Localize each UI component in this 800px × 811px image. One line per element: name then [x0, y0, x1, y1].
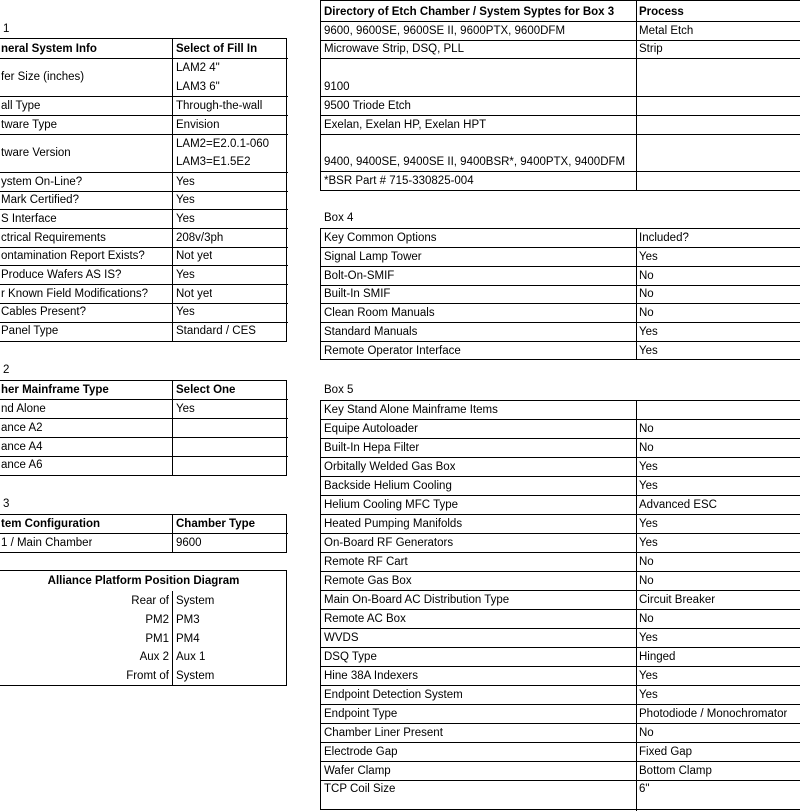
- row-value: Yes: [176, 176, 195, 188]
- diagram-right-cell: PM4: [176, 633, 200, 645]
- box2-header-value: Select One: [176, 384, 236, 396]
- row-label: all Type: [1, 100, 41, 112]
- row-label: r Known Field Modifications?: [1, 288, 149, 300]
- box4-label: Box 4: [324, 212, 354, 224]
- box1-header-item: neral System Info: [1, 43, 97, 55]
- item-name: Hine 38A Indexers: [324, 670, 418, 682]
- directory-header-name: Directory of Etch Chamber / System Syptes for Box 3: [324, 6, 615, 18]
- diagram-left-cell: Fromt of: [126, 670, 169, 682]
- option-value: Included?: [639, 232, 689, 244]
- diagram-right-cell: PM3: [176, 614, 200, 626]
- item-value: Fixed Gap: [639, 746, 693, 758]
- item-name: Main On-Board AC Distribution Type: [324, 594, 510, 606]
- directory-row-process: Metal Etch: [639, 25, 694, 37]
- row-label: Panel Type: [1, 325, 59, 337]
- item-value: Yes: [639, 670, 658, 682]
- mainframe-type-table: [0, 380, 287, 476]
- item-value: No: [639, 442, 654, 454]
- row-label: S Interface: [1, 213, 57, 225]
- row-value: Envision: [176, 119, 220, 131]
- diagram-right-cell: System: [176, 670, 215, 682]
- row-label: ance A4: [1, 441, 43, 453]
- item-value: No: [639, 575, 654, 587]
- option-value: Yes: [639, 326, 658, 338]
- row-value: 9600: [176, 537, 202, 549]
- directory-row-name: 9600, 9600SE, 9600SE II, 9600PTX, 9600DFM: [324, 25, 566, 37]
- option-value: Yes: [639, 345, 658, 357]
- item-name: Chamber Liner Present: [324, 727, 443, 739]
- row-label: nd Alone: [1, 403, 46, 415]
- system-configuration-table: [0, 514, 287, 553]
- option-value: No: [639, 288, 654, 300]
- row-label: fer Size (inches): [1, 71, 85, 83]
- option-name: Bolt-On-SMIF: [324, 270, 395, 282]
- item-name: Remote Gas Box: [324, 575, 412, 587]
- option-value: Yes: [639, 251, 658, 263]
- row-value: Yes: [176, 269, 195, 281]
- item-name: Wafer Clamp: [324, 765, 391, 777]
- directory-row-name: Microwave Strip, DSQ, PLL: [324, 43, 464, 55]
- item-value: Hinged: [639, 651, 676, 663]
- item-value: Yes: [639, 461, 658, 473]
- item-name: Remote RF Cart: [324, 556, 408, 568]
- item-name: Built-In Hepa Filter: [324, 442, 420, 454]
- row-label: 1 / Main Chamber: [1, 537, 93, 549]
- item-name: Backside Helium Cooling: [324, 480, 452, 492]
- item-value: No: [639, 556, 654, 568]
- item-name: WVDS: [324, 632, 359, 644]
- item-name: TCP Coil Size: [324, 783, 396, 795]
- option-name: Clean Room Manuals: [324, 307, 435, 319]
- option-name: Remote Operator Interface: [324, 345, 461, 357]
- item-name: Electrode Gap: [324, 746, 398, 758]
- key-common-options-table: [320, 228, 800, 360]
- directory-row-name: 9500 Triode Etch: [324, 100, 411, 112]
- stand-alone-mainframe-items-table: [320, 400, 800, 810]
- item-name: DSQ Type: [324, 651, 377, 663]
- item-value: No: [639, 423, 654, 435]
- diagram-title: Alliance Platform Position Diagram: [47, 575, 240, 587]
- option-value: No: [639, 307, 654, 319]
- item-value: Advanced ESC: [639, 499, 717, 511]
- item-value: No: [639, 613, 654, 625]
- row-label: ontamination Report Exists?: [1, 250, 145, 262]
- row-value: Not yet: [176, 288, 213, 300]
- row-value: Yes: [176, 403, 195, 415]
- directory-row-process: Strip: [639, 43, 663, 55]
- row-label: ystem On-Line?: [1, 176, 83, 188]
- option-name: Signal Lamp Tower: [324, 251, 422, 263]
- item-value: Photodiode / Monochromator: [639, 708, 788, 720]
- row-label: ctrical Requirements: [1, 232, 106, 244]
- diagram-left-cell: PM1: [145, 633, 169, 645]
- row-value: LAM3=E1.5E2: [176, 156, 251, 168]
- row-value: LAM2=E2.0.1-060: [176, 138, 270, 150]
- row-value: LAM2 4": [176, 62, 220, 74]
- row-label: tware Type: [1, 119, 58, 131]
- item-value: 6": [639, 783, 650, 795]
- box5-label: Box 5: [324, 384, 354, 396]
- row-label: ance A6: [1, 459, 43, 471]
- item-name: Equipe Autoloader: [324, 423, 418, 435]
- box1-label: 1: [3, 23, 10, 35]
- item-name: Endpoint Detection System: [324, 689, 463, 701]
- row-label: Produce Wafers AS IS?: [1, 269, 122, 281]
- directory-row-name: 9100: [324, 81, 350, 93]
- item-name: Endpoint Type: [324, 708, 398, 720]
- diagram-left-cell: Rear of: [131, 595, 169, 607]
- item-value: Yes: [639, 537, 658, 549]
- row-value: Standard / CES: [176, 325, 256, 337]
- row-label: Cables Present?: [1, 306, 87, 318]
- box3-header-value: Chamber Type: [176, 518, 256, 530]
- row-label: ance A2: [1, 422, 43, 434]
- option-name: Built-In SMIF: [324, 288, 391, 300]
- diagram-left-cell: PM2: [145, 614, 169, 626]
- etch-chamber-directory-table: [320, 0, 800, 191]
- item-value: No: [639, 727, 654, 739]
- box1-header-value: Select of Fill In: [176, 43, 258, 55]
- row-value: 208v/3ph: [176, 232, 224, 244]
- box3-header-item: tem Configuration: [1, 518, 101, 530]
- diagram-left-cell: Aux 2: [139, 651, 169, 663]
- alliance-platform-diagram: [0, 570, 287, 686]
- item-name: Remote AC Box: [324, 613, 406, 625]
- box2-header-item: her Mainframe Type: [1, 384, 109, 396]
- item-name: Orbitally Welded Gas Box: [324, 461, 456, 473]
- diagram-right-cell: System: [176, 595, 215, 607]
- item-name: Helium Cooling MFC Type: [324, 499, 459, 511]
- box2-label: 2: [3, 364, 10, 376]
- item-name: On-Board RF Generators: [324, 537, 454, 549]
- directory-header-process: Process: [639, 6, 684, 18]
- row-value: LAM3 6": [176, 81, 220, 93]
- row-label: Mark Certified?: [1, 194, 79, 206]
- row-value: Yes: [176, 213, 195, 225]
- item-value: Bottom Clamp: [639, 765, 712, 777]
- row-value: Not yet: [176, 250, 213, 262]
- diagram-right-cell: Aux 1: [176, 651, 206, 663]
- row-value: Through-the-wall: [176, 100, 263, 112]
- option-value: No: [639, 270, 654, 282]
- item-value: Yes: [639, 689, 658, 701]
- item-value: Yes: [639, 480, 658, 492]
- item-value: Yes: [639, 518, 658, 530]
- general-system-info-table: [0, 38, 287, 342]
- option-name: Key Common Options: [324, 232, 437, 244]
- item-name: Heated Pumping Manifolds: [324, 518, 463, 530]
- row-value: Yes: [176, 194, 195, 206]
- box3-label: 3: [3, 498, 10, 510]
- row-label: tware Version: [1, 147, 71, 159]
- item-value: Yes: [639, 632, 658, 644]
- item-name: Key Stand Alone Mainframe Items: [324, 404, 498, 416]
- item-value: Circuit Breaker: [639, 594, 716, 606]
- row-value: Yes: [176, 306, 195, 318]
- directory-row-name: 9400, 9400SE, 9400SE II, 9400BSR*, 9400PTX, 9400DFM: [324, 156, 626, 168]
- option-name: Standard Manuals: [324, 326, 418, 338]
- directory-row-name: *BSR Part # 715-330825-004: [324, 175, 474, 187]
- directory-row-name: Exelan, Exelan HP, Exelan HPT: [324, 119, 487, 131]
